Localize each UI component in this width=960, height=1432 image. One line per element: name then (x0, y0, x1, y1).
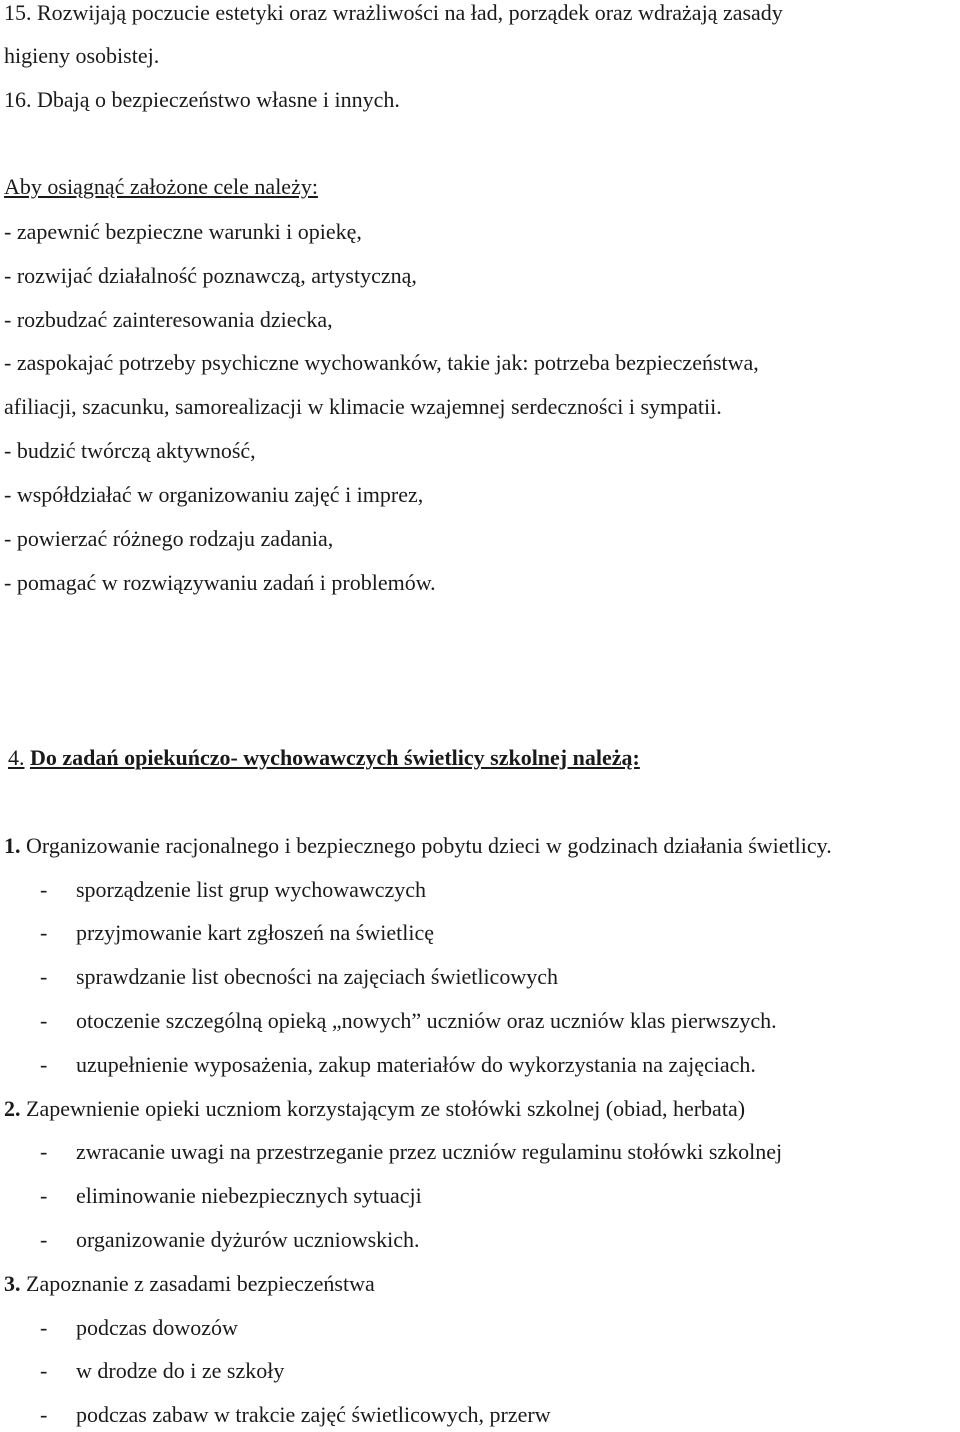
task-3-heading (4, 1271, 375, 1297)
list-dash: - (40, 1008, 48, 1033)
item-15-line-1: 15. Rozwijają poczucie estetyki oraz wrażliwości na ład, porządek oraz wdrażają zasady (4, 0, 783, 25)
section-4-number: 4. (8, 745, 25, 770)
task-2-subitem: - organizowanie dyżurów uczniowskich. (4, 1227, 420, 1253)
task-3-subitem: - w drodze do i ze szkoły (4, 1358, 284, 1384)
task-2-title: Zapewnienie opieki uczniom korzystającym ze stołówki szkolnej (obiad, herbata) (20, 1096, 746, 1121)
goals-intro: Aby osiągnąć założone cele należy: (4, 174, 318, 199)
goal-item: - pomagać w rozwiązywaniu zadań i problemów. (4, 570, 436, 595)
task-3-subitem: - podczas dowozów (4, 1315, 238, 1341)
task-1-subitem: - przyjmowanie kart zgłoszeń na świetlicę (4, 920, 434, 946)
task-3-subitem: - podczas zabaw w trakcie zajęć świetlicowych, przerw (4, 1402, 551, 1428)
section-4-heading (4, 745, 640, 771)
list-dash: - (40, 964, 48, 989)
list-dash: - (40, 1315, 48, 1340)
task-1-title: Organizowanie racjonalnego i bezpiecznego pobytu dzieci w godzinach działania świetlicy. (20, 833, 832, 858)
task-2-subitem: - zwracanie uwagi na przestrzeganie przez uczniów regulaminu stołówki szkolnej (4, 1139, 782, 1165)
task-2-number: 2. (4, 1096, 21, 1121)
goal-item: afiliacji, szacunku, samorealizacji w klimacie wzajemnej serdeczności i sympatii. (4, 394, 722, 419)
section-4-title: Do zadań opiekuńczo- wychowawczych świetlicy szkolnej należą: (30, 745, 640, 770)
item-15-line-2: higieny osobistej. (4, 43, 160, 68)
task-1-subitem: - sporządzenie list grup wychowawczych (4, 877, 426, 903)
list-dash: - (40, 1227, 48, 1252)
list-dash: - (40, 920, 48, 945)
task-2-subitem: - eliminowanie niebezpiecznych sytuacji (4, 1183, 422, 1209)
task-3-title: Zapoznanie z zasadami bezpieczeństwa (20, 1271, 375, 1296)
task-1-subitem: - uzupełnienie wyposażenia, zakup materiałów do wykorzystania na zajęciach. (4, 1052, 756, 1078)
goal-item: - rozbudzać zainteresowania dziecka, (4, 307, 333, 332)
list-dash: - (40, 1402, 48, 1427)
list-dash: - (40, 1358, 48, 1383)
goal-item: - współdziałać w organizowaniu zajęć i imprez, (4, 482, 424, 507)
list-dash: - (40, 1052, 48, 1077)
goal-item: - budzić twórczą aktywność, (4, 438, 256, 463)
goal-item: - rozwijać działalność poznawczą, artystyczną, (4, 263, 417, 288)
task-1-heading (4, 833, 832, 859)
list-dash: - (40, 1183, 48, 1208)
goal-item: - powierzać różnego rodzaju zadania, (4, 526, 334, 551)
item-16: 16. Dbają o bezpieczeństwo własne i innych. (4, 87, 400, 112)
task-1-subitem: - sprawdzanie list obecności na zajęciach świetlicowych (4, 964, 558, 990)
list-dash: - (40, 877, 48, 902)
task-1-subitem: - otoczenie szczególną opieką „nowych” uczniów oraz uczniów klas pierwszych. (4, 1008, 777, 1034)
goal-item: - zaspokajać potrzeby psychiczne wychowanków, takie jak: potrzeba bezpieczeństwa, (4, 350, 759, 375)
task-3-number: 3. (4, 1271, 21, 1296)
list-dash: - (40, 1139, 48, 1164)
task-1-number: 1. (4, 833, 21, 858)
task-2-heading (4, 1096, 745, 1122)
goal-item: - zapewnić bezpieczne warunki i opiekę, (4, 219, 362, 244)
